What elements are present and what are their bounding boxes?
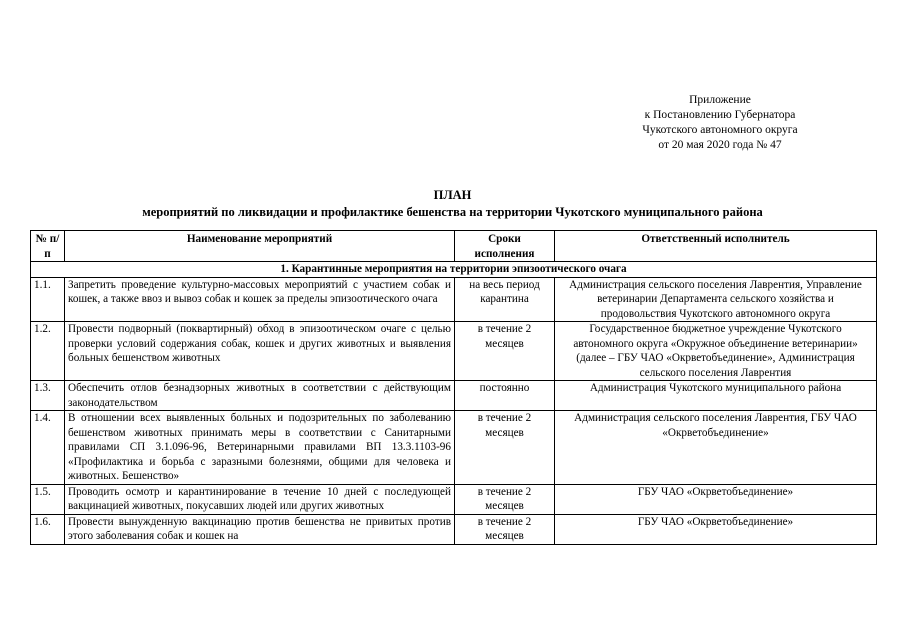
row-num: [31, 514, 65, 544]
row-resp: Государственное бюджетное учреждение Чукотского автономного округа «Окружное объединение ветеринарии» (далее – ГБУ ЧАО «Окрветобъединение», Администрация сельского поселения Лаврентия: [555, 322, 877, 381]
row-name: Запретить проведение культурно-массовых мероприятий с участием собак и кошек, а также ввоз и вывоз собак и кошек за пределы эпизоотического очага: [65, 277, 455, 322]
row-name: Обеспечить отлов безнадзорных животных в соответствии с действующим законодательством: [65, 381, 455, 411]
row-term-text: в течение 2 месяцев: [477, 515, 532, 542]
row-num: 1.4.: [31, 411, 65, 485]
row-num-text: 1.6.: [34, 515, 51, 528]
row-num: 1.2.: [31, 322, 65, 381]
header-term: Сроки исполнения: [455, 231, 555, 262]
section-row: [31, 262, 877, 278]
appendix-line: Приложение: [689, 94, 751, 106]
row-num: 1.3.: [31, 381, 65, 411]
row-resp: Администрация сельского поселения Лаврентия, Управление ветеринарии Департамента сельского хозяйства и продовольствия Чукотского автономного округа: [555, 277, 877, 322]
table-row: [31, 381, 877, 411]
header-resp: Ответственный исполнитель: [555, 231, 877, 262]
row-name-text: Провести вынужденную вакцинацию против бешенства не привитых против этого заболевания собак и кошек на: [68, 515, 451, 542]
plan-table: [30, 230, 877, 545]
table-row: [31, 514, 877, 544]
table-header-row: [31, 231, 877, 262]
row-resp-text: ГБУ ЧАО «Окрветобъединение»: [637, 515, 794, 528]
row-name: В отношении всех выявленных больных и подозрительных по заболеванию бешенством животных принимать меры в соответствии с Санитарными правилами СП 3.1.096-96, Ветеринарными правилами ВП 13.3.1103-96 «Профилактика и борьба с заразными болезнями, общими для человека и животных. Бешенство»: [65, 411, 455, 485]
table-row: [31, 322, 877, 381]
appendix-line: Чукотского автономного округа: [642, 124, 798, 136]
appendix-block: [600, 93, 840, 153]
title-subtitle: мероприятий по ликвидации и профилактике бешенства на территории Чукотского муниципального района: [142, 205, 763, 219]
row-num: 1.5.: [31, 484, 65, 514]
row-name: [65, 514, 455, 544]
title-plan: ПЛАН: [433, 188, 472, 202]
row-term: в течение 2 месяцев: [455, 484, 555, 514]
row-name: Проводить осмотр и карантинирование в течение 10 дней с последующей вакцинацией животных, покусавших людей или других животных: [65, 484, 455, 514]
row-term: в течение 2 месяцев: [455, 322, 555, 381]
row-name: Провести подворный (поквартирный) обход в эпизоотическом очаге с целью проверки условий содержания собак, кошек и других животных и выявления больных бешенством животных: [65, 322, 455, 381]
appendix-line: к Постановлению Губернатора: [644, 109, 796, 121]
row-resp: ГБУ ЧАО «Окрветобъединение»: [555, 484, 877, 514]
header-num: № п/п: [31, 231, 65, 262]
table-row: [31, 411, 877, 485]
row-resp: [555, 514, 877, 544]
row-term: в течение 2 месяцев: [455, 411, 555, 485]
row-resp: Администрация сельского поселения Лаврентия, ГБУ ЧАО «Окрветобъединение»: [555, 411, 877, 485]
appendix-date-line: от 20 мая 2020 года № 47: [658, 139, 782, 151]
row-resp: Администрация Чукотского муниципального района: [555, 381, 877, 411]
row-num: 1.1.: [31, 277, 65, 322]
section-title: 1. Карантинные мероприятия на территории эпизоотического очага: [31, 262, 877, 278]
table-row: [31, 484, 877, 514]
row-term: на весь период карантина: [455, 277, 555, 322]
document-title: [30, 187, 875, 221]
header-name: Наименование мероприятий: [65, 231, 455, 262]
row-term: [455, 514, 555, 544]
row-term: постоянно: [455, 381, 555, 411]
table-row: [31, 277, 877, 322]
